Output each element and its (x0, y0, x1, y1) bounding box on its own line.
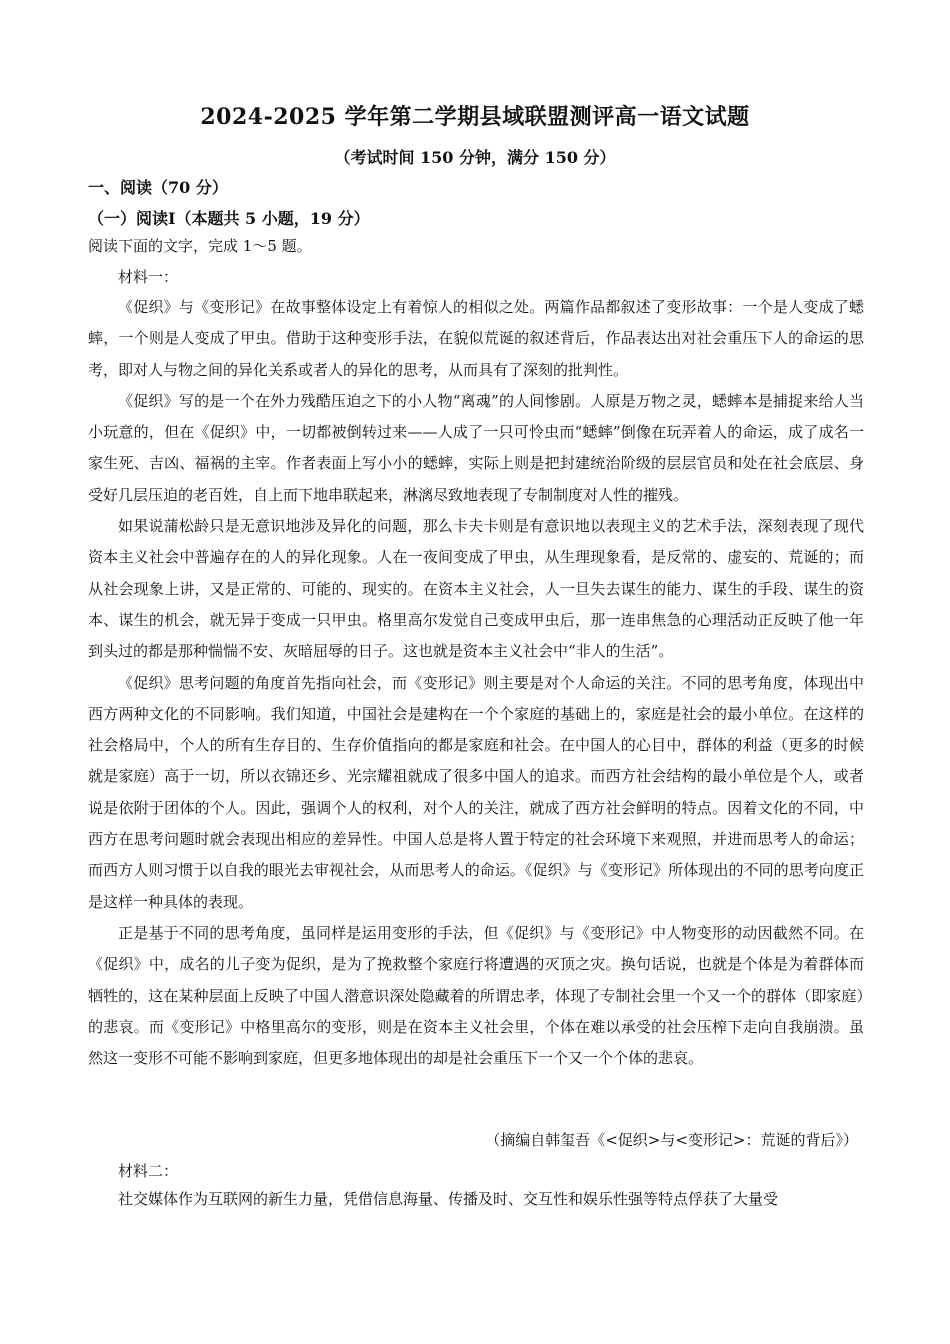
paragraph: 如果说蒲松龄只是无意识地涉及异化的问题，那么卡夫卡则是有意识地以表现主义的艺术手法，深刻表现了现代资本主义社会中普遍存在的人的异化现象。人在一夜间变成了甲虫，从生理现象看，是反常的、虚妄的、荒诞的；而从社会现象上讲，又是正常的、可能的、现实的。在资本主义社会，人一旦失去谋生的能力、谋生的手段、谋生的资本、谋生的机会，就无异于变成一只甲虫。格里高尔发觉自己变成甲虫后，那一连串焦急的心理活动正反映了他一年到头过的都是那种惴惴不安、灰暗屈辱的日子。这也就是资本主义社会中“非人的生活”。 (88, 517, 864, 661)
material-two-label: 材料二： (118, 1162, 179, 1180)
material-one-body (88, 292, 864, 1074)
material-one-label: 材料一： (118, 268, 179, 286)
paragraph: 《促织》与《变形记》在故事整体设定上有着惊人的相似之处。两篇作品都叙述了变形故事：一个是人变成了蟋蟀，一个则是人变成了甲虫。借助于这种变形手法，在貌似荒诞的叙述背后，作品表达出对社会重压下人的命运的思考，即对人与物之间的异化关系或者人的异化的思考，从而具有了深刻的批判性。 (88, 298, 864, 379)
paragraph: 《促织》写的是一个在外力残酷压迫之下的小人物“离魂”的人间惨剧。人原是万物之灵，蟋蟀本是捕捉来给人当小玩意的，但在《促织》中，一切都被倒转过来——人成了一只可怜虫而“蟋蟀”倒像在玩弄着人的命运，成了成名一家生死、吉凶、福祸的主宰。作者表面上写小小的蟋蟀，实际上则是把封建统治阶级的层层官员和处在社会底层、身受好几层压迫的老百姓，自上而下地串联起来，淋漓尽致地表现了专制制度对人性的摧残。 (88, 391, 864, 504)
paragraph: 正是基于不同的思考角度，虽同样是运用变形的手法，但《促织》与《变形记》中人物变形的动因截然不同。在《促织》中，成名的儿子变为促织，是为了挽救整个家庭行将遭遇的灭顶之灾。换句话说，也就是个体是为着群体而牺牲的，这在某种层面上反映了中国人潜意识深处隐藏着的所谓忠孝，体现了专制社会里一个又一个的群体（即家庭）的悲哀。而《变形记》中格里高尔的变形，则是在资本主义社会里，个体在难以承受的社会压榨下走向自我崩溃。虽然这一变形不可能不影响到家庭，但更多地体现出的却是社会重压下一个又一个个体的悲哀。 (88, 923, 864, 1068)
exam-title: 2024-2025 学年第二学期县域联盟测评高一语文试题 (200, 104, 750, 130)
material-one-source: （摘编自韩玺吾《<促织>与<变形记>：荒诞的背后》） (485, 1131, 858, 1149)
paragraph: 《促织》思考问题的角度首先指向社会，而《变形记》则主要是对个人命运的关注。不同的思考角度，体现出中西方两种文化的不同影响。我们知道，中国社会是建构在一个个家庭的基础上的，家庭是社会的最小单位。在这样的社会格局中，个人的所有生存目的、生存价值指向的都是家庭和社会。在中国人的心目中，群体的利益（更多的时候就是家庭）高于一切，所以衣锦还乡、光宗耀祖就成了很多中国人的追求。而西方社会结构的最小单位是个人，或者说是依附于团体的个人。因此，强调个人的权利，对个人的关注，就成了西方社会鲜明的特点。因着文化的不同，中西方在思考问题时就会表现出相应的差异性。中国人总是将人置于特定的社会环境下来观照，并进而思考人的命运；而西方人则习惯于以自我的眼光去审视社会，从而思考人的命运。《促织》与《变形记》所体现出的不同的思考向度正是这样一种具体的表现。 (88, 673, 864, 911)
subsection-heading: （一）阅读Ⅰ（本题共 5 小题，19 分） (88, 209, 370, 228)
section-heading: 一、阅读（70 分） (88, 178, 228, 197)
reading-instruction: 阅读下面的文字，完成 1～5 题。 (88, 237, 312, 255)
exam-duration-note: （考试时间 150 分钟，满分 150 分） (334, 148, 616, 167)
material-two-first-line: 社交媒体作为互联网的新生力量，凭借信息海量、传播及时、交互性和娱乐性强等特点俘获了大量受 (118, 1190, 779, 1208)
